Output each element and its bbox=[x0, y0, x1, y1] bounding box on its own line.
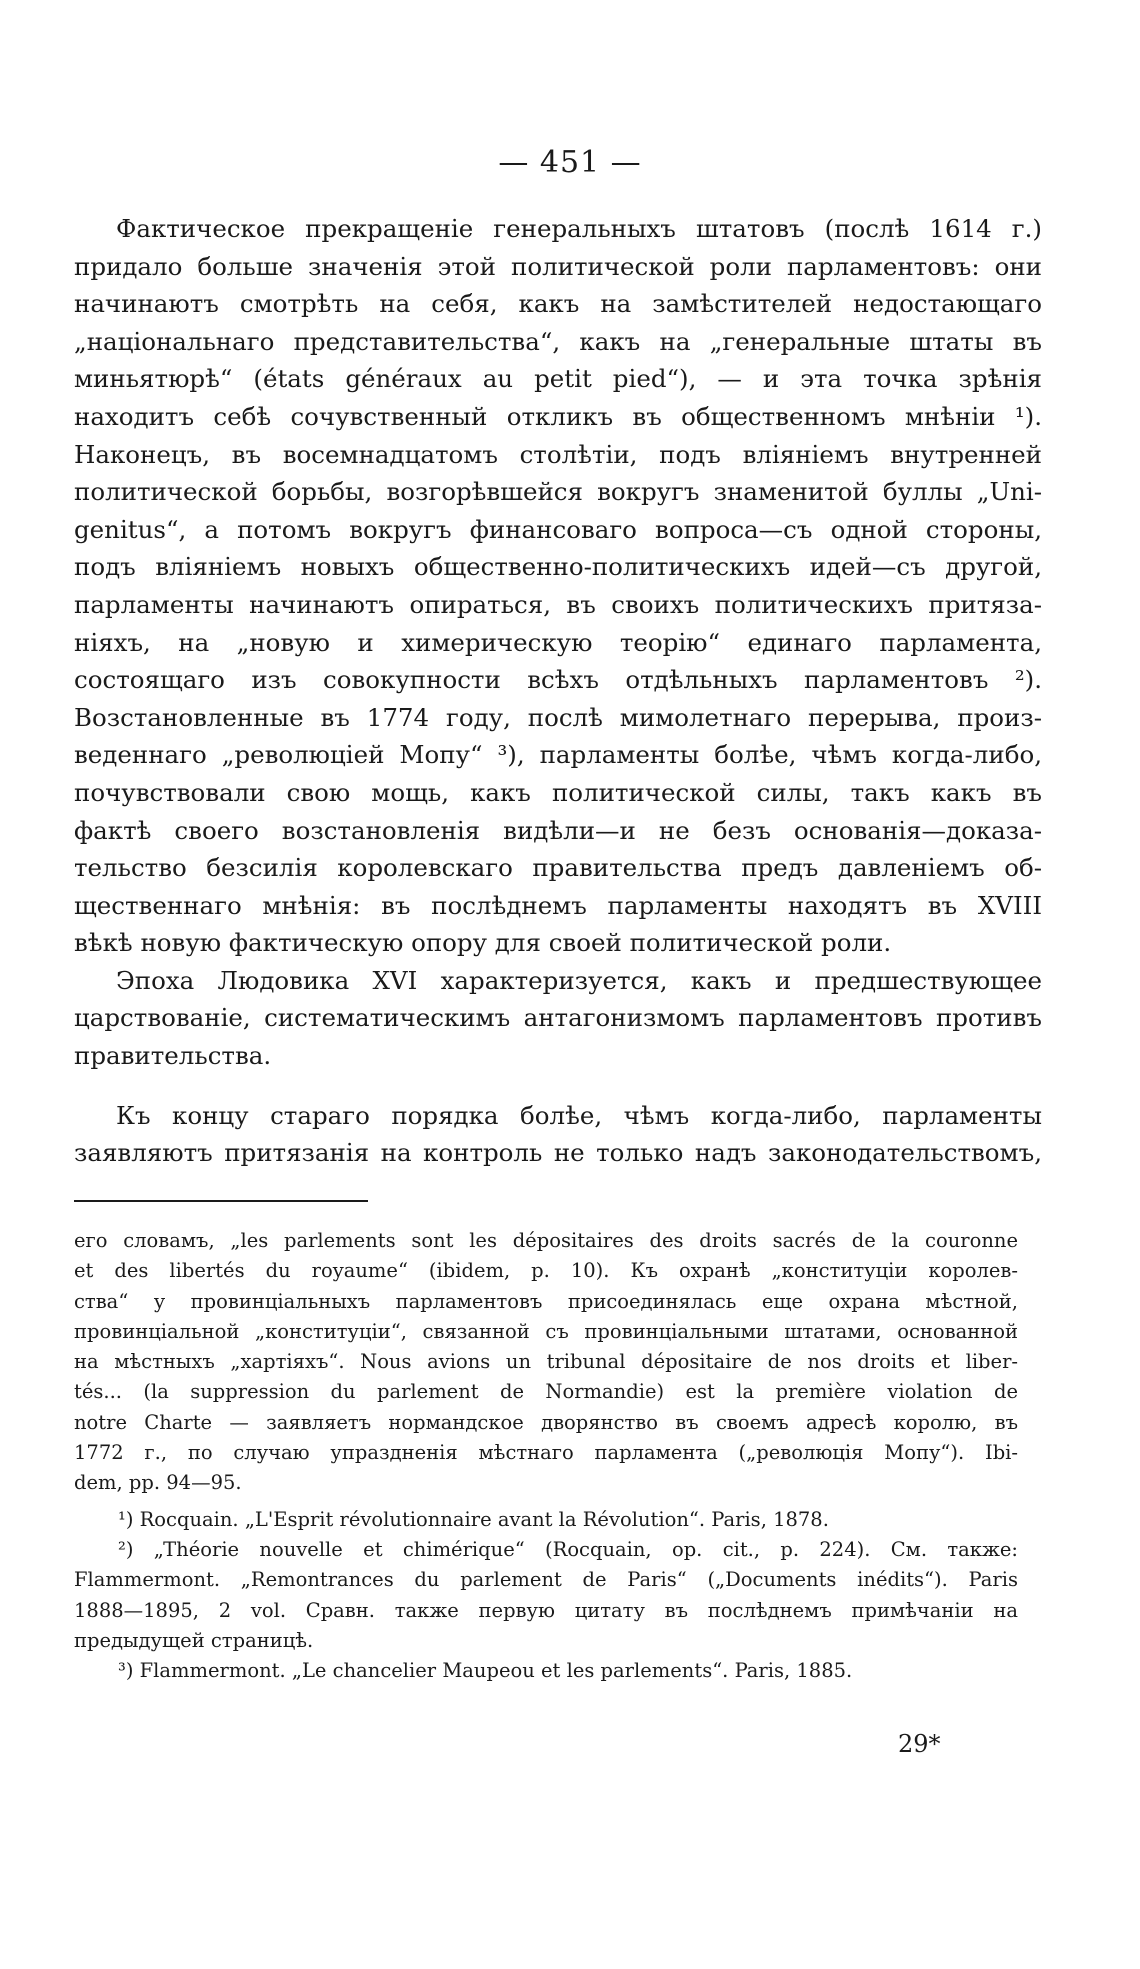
signature-mark: 29* bbox=[898, 1730, 941, 1758]
body-line: придало больше значенiя этой политической роли парламентовъ: они bbox=[74, 251, 1042, 281]
body-line: щественнаго мнѣнiя: въ послѣднемъ парламенты находятъ въ XVIII bbox=[74, 890, 1042, 920]
footnote-1: ¹) Rocquain. „L'Esprit révolutionnaire avant la Révolution“. Paris, 1878. bbox=[118, 1507, 829, 1531]
body-line: политической борьбы, возгорѣвшейся вокругъ знаменитой буллы „Uni- bbox=[74, 477, 1042, 507]
footnote-line: Flammermont. „Remontrances du parlement de Paris“ („Documents inédits“). Paris bbox=[74, 1568, 1018, 1592]
body-line: фактѣ своего возстановленiя видѣли—и не безъ основанiя—доказа- bbox=[74, 815, 1042, 845]
body-line: „нацiональнаго представительства“, какъ на „генеральные штаты въ bbox=[74, 326, 1042, 356]
body-line: находитъ себѣ сочувственный откликъ въ общественномъ мнѣнiи ¹). bbox=[74, 401, 1042, 431]
body-line: парламенты начинаютъ опираться, въ своихъ политическихъ притяза- bbox=[74, 589, 1042, 619]
body-line: тельство безсилiя королевскаго правительства предъ давленiемъ об- bbox=[74, 853, 1042, 883]
body-line: начинаютъ смотрѣть на себя, какъ на замѣстителей недостающаго bbox=[74, 289, 1042, 319]
footnote-line: на мѣстныхъ „хартiяхъ“. Nous avions un tribunal dépositaire de nos droits et liber- bbox=[74, 1350, 1018, 1374]
body-line: правительства. bbox=[74, 1041, 272, 1071]
body-line: почувствовали свою мощь, какъ политической силы, такъ какъ въ bbox=[74, 777, 1042, 807]
body-line: Фактическое прекращенiе генеральныхъ штатовъ (послѣ 1614 г.) bbox=[116, 214, 1042, 243]
footnote-3: ³) Flammermont. „Le chancelier Maupeou et les parlements“. Paris, 1885. bbox=[118, 1659, 853, 1683]
footnote-line: ства“ у провинцiальныхъ парламентовъ присоединялась еще охрана мѣстной, bbox=[74, 1289, 1018, 1313]
footnote-line: 1888—1895, 2 vol. Сравн. также первую цитату въ послѣднемъ примѣчанiи на bbox=[74, 1598, 1018, 1622]
page-number: — 451 — bbox=[498, 145, 642, 180]
body-line: нiяхъ, на „новую и химерическую теорiю“ единаго парламента, bbox=[74, 627, 1042, 657]
footnote-line: его словамъ, „les parlements sont les dépositaires des droits sacrés de la couronne bbox=[74, 1229, 1018, 1252]
body-line: царствованiе, систематическимъ антагонизмомъ парламентовъ противъ bbox=[74, 1003, 1042, 1033]
body-line: состоящаго изъ совокупности всѣхъ отдѣльныхъ парламентовъ ²). bbox=[74, 665, 1042, 695]
footnote-line: dem, pp. 94—95. bbox=[74, 1471, 242, 1495]
footnote-line: 1772 г., по случаю упраздненiя мѣстнаго парламента („революцiя Мопу“). Ibi- bbox=[74, 1441, 1018, 1465]
footnote-line: et des libertés du royaume“ (ibidem, p. 10). Къ охранѣ „конституцiи королев- bbox=[74, 1259, 1018, 1283]
body-line: миньятюрѣ“ (états généraux au petit pied“), — и эта точка зрѣнiя bbox=[74, 364, 1042, 394]
footnotes bbox=[74, 1226, 1018, 1686]
footnote-2: ²) „Théorie nouvelle et chimérique“ (Rocquain, op. cit., p. 224). См. также: bbox=[118, 1537, 1018, 1561]
body-line: Возстановленные въ 1774 году, послѣ мимолетнаго перерыва, произ- bbox=[74, 702, 1042, 732]
footnote-line: tés... (la suppression du parlement de Normandie) est la première violation de bbox=[74, 1380, 1018, 1404]
footnote-divider bbox=[74, 1200, 368, 1202]
body-line: веденнаго „революцiей Мопу“ ³), парламенты болѣе, чѣмъ когда-либо, bbox=[74, 740, 1042, 770]
paragraph-gap bbox=[74, 1075, 1042, 1097]
body-line: Эпоха Людовика XVI характеризуется, какъ и предшествующее bbox=[116, 965, 1042, 995]
body-line: Къ концу стараго порядка болѣе, чѣмъ когда-либо, парламенты bbox=[116, 1100, 1042, 1130]
body-line: вѣкѣ новую фактическую опору для своей политической роли. bbox=[74, 928, 892, 958]
body-line: genitus“, а потомъ вокругъ финансоваго вопроса—съ одной стороны, bbox=[74, 514, 1042, 544]
footnote-line: notre Charte — заявляетъ нормандское дворянство въ своемъ адресѣ королю, въ bbox=[74, 1410, 1018, 1434]
body-line: Наконецъ, въ восемнадцатомъ столѣтiи, подъ влiянiемъ внутренней bbox=[74, 439, 1042, 469]
footnote-line: предыдущей страницѣ. bbox=[74, 1628, 314, 1652]
footnote-line: провинцiальной „конституцiи“, связанной съ провинцiальными штатами, основанной bbox=[74, 1319, 1018, 1343]
body-text bbox=[74, 210, 1042, 1172]
body-line: подъ влiянiемъ новыхъ общественно-политическихъ идей—съ другой, bbox=[74, 552, 1042, 582]
body-line: заявляютъ притязанiя на контроль не только надъ законодательствомъ, bbox=[74, 1138, 1042, 1168]
